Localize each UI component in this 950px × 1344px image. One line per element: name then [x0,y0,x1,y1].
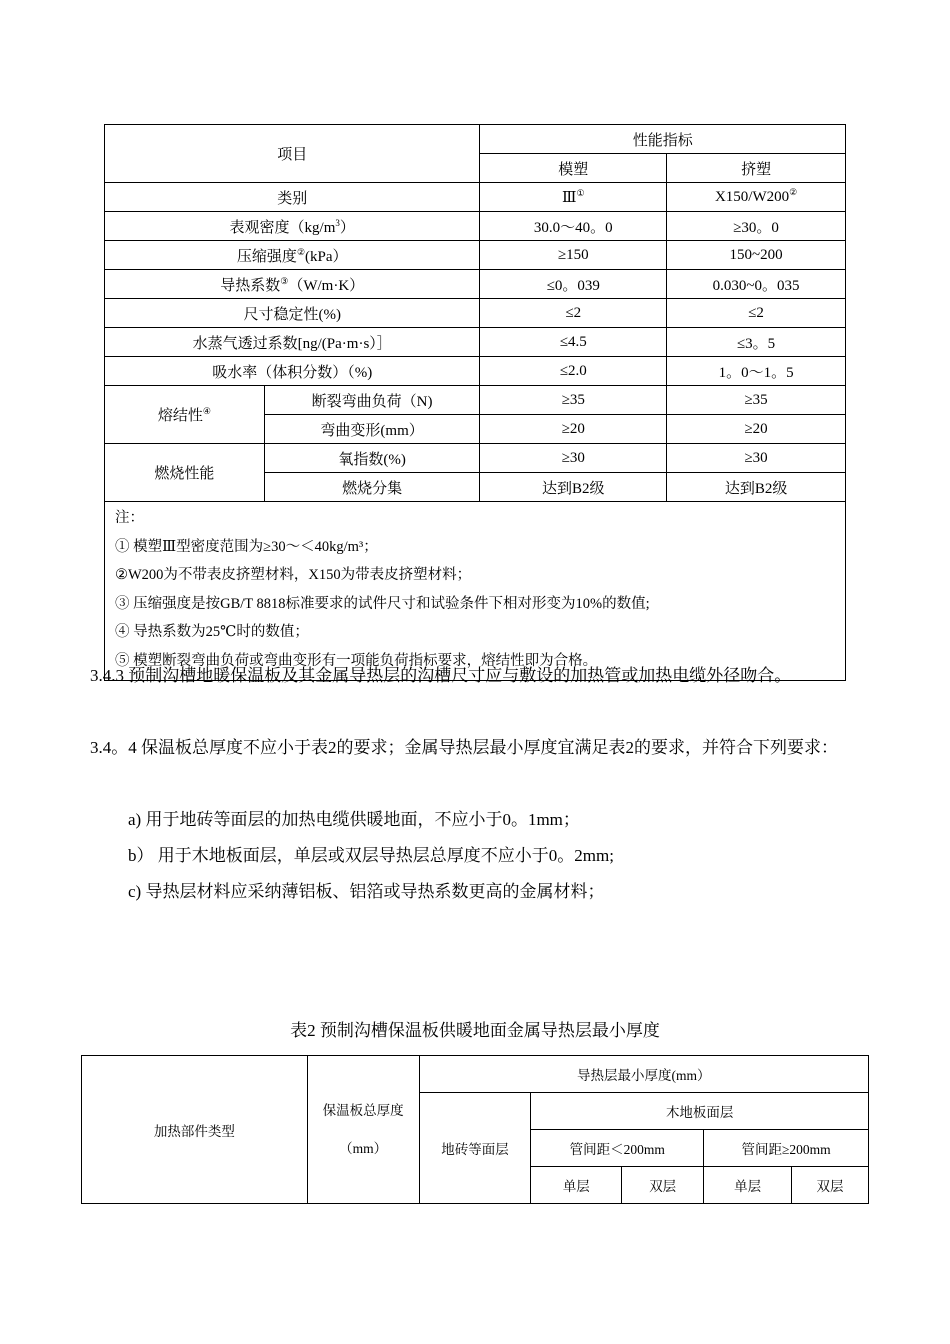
header-performance: 性能指标 [480,125,846,154]
notes-title: 注： [115,510,144,526]
spacing-ge-header: 管间距≥200mm [704,1130,869,1167]
single-layer-header: 单层 [531,1167,622,1204]
performance-table [104,124,846,681]
row-xps: 达到B2级 [667,473,846,502]
row-xps: ≥30。0 [667,212,846,241]
row-xps: ≤2 [667,299,846,328]
note-item: ③ 压缩强度是按GB/T 8818标准要求的试件尺寸和试验条件下相对形变为10%的数值; [115,595,650,612]
row-eps: ≥35 [480,386,667,415]
header-eps: 模塑 [480,154,667,183]
table-notes [105,502,846,681]
row-xps: X150/W200② [667,183,846,212]
combustion-label: 燃烧性能 [105,444,265,502]
double-layer-header: 双层 [792,1167,869,1204]
row-label: 尺寸稳定性(%) [105,299,480,328]
list-item-a: a) 用于地砖等面层的加热电缆供暖地面，不应小于0。1mm； [128,810,580,829]
note-item: ⑤ 模塑断裂弯曲负荷或弯曲变形有一项能负荷指标要求，熔结性即为合格。 [115,652,598,669]
row-label: 表观密度$(kg/m^3)$ [105,212,480,241]
row-label: 类别 [105,183,480,212]
row-eps: ≥30 [480,444,667,473]
row-xps: ≥35 [667,386,846,415]
single-layer-header: 单层 [704,1167,792,1204]
table-row [105,212,846,241]
note-item: ②W200为不带表皮挤塑材料，X150为带表皮挤塑材料； [115,567,472,584]
table-row [105,444,846,473]
table-row [105,386,846,415]
note-item: ① 模塑Ⅲ型密度范围为≥30～＜40kg/m³； [115,538,378,555]
row-eps: Ⅲ① [480,183,667,212]
row-eps: 达到B2级 [480,473,667,502]
table-row [105,241,846,270]
table2-title: 表2 预制沟槽保温板供暖地面金属导热层最小厚度 [290,1021,660,1040]
fusion-label: 熔结性④ [105,386,265,444]
row-sublabel: 氧指数(%) [264,444,480,473]
row-eps: ≤2.0 [480,357,667,386]
row-eps: ≤0。039 [480,270,667,299]
row-label: 吸水率（体积分数）（%) [105,357,480,386]
row-eps: ≤2 [480,299,667,328]
paragraph-3-4-4: 3.4。4 保温板总厚度不应小于表2的要求；金属导热层最小厚度宜满足表2的要求，并符合下列要求： [90,738,838,757]
row-xps: ≥30 [667,444,846,473]
paragraph-3-4-3: 3.4.3 预制沟槽地暖保温板及其金属导热层的沟槽尺寸应与敷设的加热管或加热电缆外径吻合。 [90,666,792,685]
double-layer-header: 双层 [622,1167,704,1204]
row-eps: ≥20 [480,415,667,444]
wood-header: 木地板面层 [531,1093,869,1130]
heating-type-header: 加热部件类型 [82,1056,308,1204]
row-sublabel: 弯曲变形(mm） [264,415,480,444]
list-item-b: b） 用于木地板面层，单层或双层导热层总厚度不应小于0。2mm; [128,846,614,865]
list-item-c: c) 导热层材料应采纳薄铝板、铝箔或导热系数更高的金属材料； [128,882,605,901]
row-eps: ≤4.5 [480,328,667,357]
row-label: 水蒸气透过系数[ng/(Pa·m·s）］ [105,328,480,357]
row-xps: 150~200 [667,241,846,270]
table-row [105,299,846,328]
table-row [105,270,846,299]
row-label: 压缩强度②(kPa） [105,241,480,270]
board-thickness-header: 保温板总厚度 （mm） [307,1056,419,1204]
row-xps: ≤3。5 [667,328,846,357]
table-row [105,183,846,212]
row-eps: 30.0～40。0 [480,212,667,241]
row-sublabel: 燃烧分集 [264,473,480,502]
thickness-table [81,1055,869,1204]
spacing-lt-header: 管间距＜200mm [531,1130,704,1167]
row-xps: 1。0～1。5 [667,357,846,386]
row-xps: ≥20 [667,415,846,444]
table-row [105,328,846,357]
min-thickness-header: 导热层最小厚度(mm） [419,1056,868,1093]
tile-header: 地砖等面层 [419,1093,531,1204]
row-sublabel: 断裂弯曲负荷（N) [264,386,480,415]
header-item: 项目 [105,125,480,183]
row-eps: ≥150 [480,241,667,270]
header-xps: 挤塑 [667,154,846,183]
table-row [105,357,846,386]
note-item: ④ 导热系数为25℃时的数值； [115,624,309,641]
row-xps: 0.030~0。035 [667,270,846,299]
row-label: 导热系数③（W/m·K） [105,270,480,299]
